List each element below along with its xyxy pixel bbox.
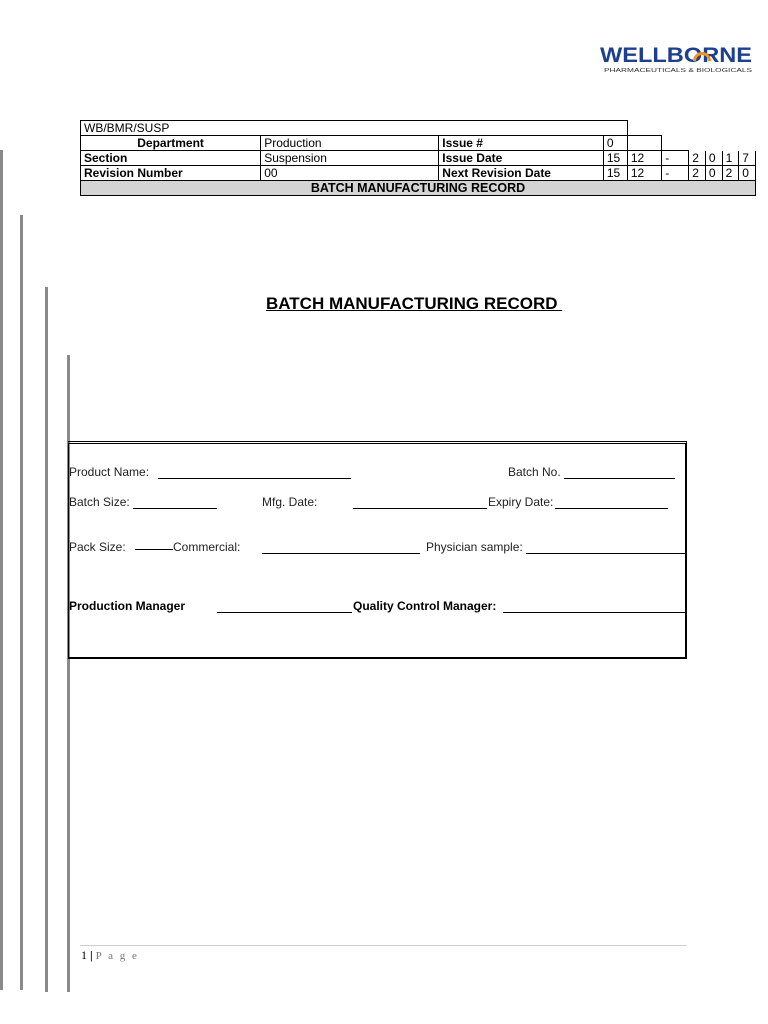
- issue-label: Issue #: [439, 136, 604, 151]
- production-manager-signature-field[interactable]: [217, 612, 352, 613]
- company-logo: [598, 40, 756, 78]
- document-code: WB/BMR/SUSP: [81, 121, 628, 136]
- next-revision-dash: -: [662, 166, 689, 181]
- next-revision-year-digit: 2: [689, 166, 706, 181]
- footer-divider: [80, 945, 687, 946]
- issue-date-label: Issue Date: [439, 151, 604, 166]
- next-revision-day: 15: [603, 166, 627, 181]
- batch-size-field[interactable]: [133, 508, 217, 509]
- page-word: P a g e: [95, 950, 139, 962]
- issue-date-month: 12: [627, 151, 661, 166]
- revision-number-value: 00: [261, 166, 439, 181]
- next-revision-date-label: Next Revision Date: [439, 166, 604, 181]
- batch-size-label: Batch Size:: [69, 495, 130, 509]
- edge-bar-1: [0, 150, 3, 990]
- commercial-field[interactable]: [262, 553, 420, 554]
- batch-no-label: Batch No.: [508, 465, 561, 479]
- footer-separator: |: [90, 948, 93, 962]
- document-header-table: [80, 120, 756, 196]
- header-row-section: [81, 151, 756, 166]
- header-row-revision: [81, 166, 756, 181]
- department-label: Department: [81, 136, 261, 151]
- pack-size-label: Pack Size:: [69, 540, 126, 554]
- qc-manager-signature-field[interactable]: [503, 612, 686, 613]
- issue-date-year-digit: 0: [705, 151, 722, 166]
- batch-no-field[interactable]: [564, 478, 675, 479]
- expiry-date-label: Expiry Date:: [488, 495, 554, 509]
- pack-size-field[interactable]: [135, 549, 173, 550]
- page-number: 1: [81, 948, 87, 962]
- qc-manager-label: Quality Control Manager:: [353, 599, 497, 613]
- revision-number-label: Revision Number: [81, 166, 261, 181]
- edge-bar-2: [20, 215, 23, 990]
- department-value: Production: [261, 136, 439, 151]
- header-row-department: [81, 136, 756, 151]
- issue-empty-cell: [627, 136, 661, 151]
- mfg-date-label: Mfg. Date:: [262, 495, 318, 509]
- issue-date-year-digit: 1: [722, 151, 739, 166]
- issue-date-year-digit: 7: [739, 151, 756, 166]
- expiry-date-field[interactable]: [555, 508, 668, 509]
- next-revision-year-digit: 2: [722, 166, 739, 181]
- logo-wordmark: WELLBORNE: [600, 44, 752, 67]
- section-label: Section: [81, 151, 261, 166]
- document-title: BATCH MANUFACTURING RECORD: [266, 294, 563, 313]
- product-name-field[interactable]: [158, 478, 351, 479]
- next-revision-year-digit: 0: [705, 166, 722, 181]
- mfg-date-field[interactable]: [353, 508, 487, 509]
- batch-info-box: [68, 441, 687, 659]
- physician-sample-label: Physician sample:: [426, 540, 523, 554]
- production-manager-label: Production Manager: [69, 599, 186, 613]
- next-revision-month: 12: [627, 166, 661, 181]
- issue-date-day: 15: [603, 151, 627, 166]
- issue-value: 0: [603, 136, 627, 151]
- issue-date-year-digit: 2: [689, 151, 706, 166]
- header-row-banner: [81, 181, 756, 196]
- product-name-label: Product Name:: [69, 465, 150, 479]
- logo-tagline: PHARMACEUTICALS & BIOLOGICALS: [604, 68, 753, 74]
- section-value: Suspension: [261, 151, 439, 166]
- header-row-code: [81, 121, 756, 136]
- next-revision-year-digit: 0: [739, 166, 756, 181]
- page-footer: [81, 948, 139, 963]
- physician-sample-field[interactable]: [526, 553, 685, 554]
- edge-bar-3: [45, 287, 48, 992]
- issue-date-dash: -: [662, 151, 689, 166]
- header-banner: BATCH MANUFACTURING RECORD: [81, 181, 756, 196]
- commercial-label: Commercial:: [173, 540, 241, 554]
